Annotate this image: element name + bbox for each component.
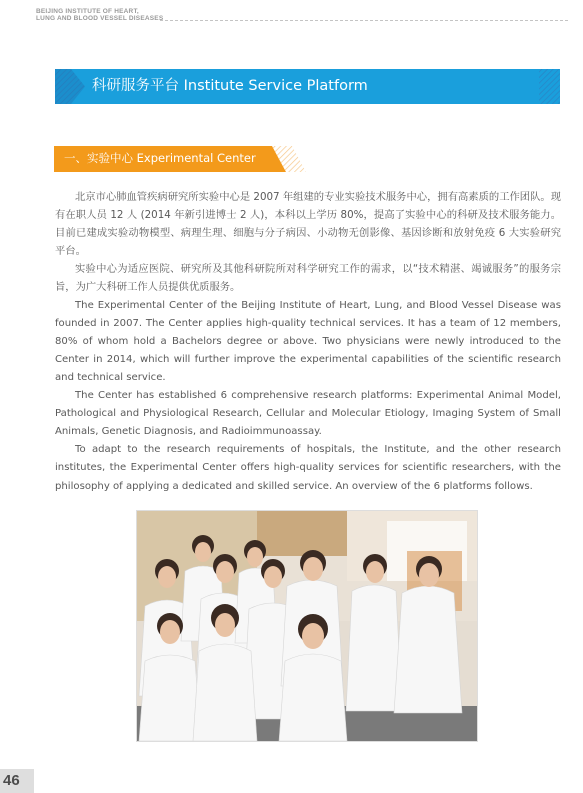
paragraph-cn-1: 北京市心肺血管疾病研究所实验中心是 2007 年组建的专业实验技术服务中心，拥有高素质的工作团队。现有在职人员 12 人 (2014 年新引进博士 2 人)，本科以上学历 80%，提高了实验中心的科研及技术服务能力。目前已建成实验动物模型、病理生理、细胞与分子病因、小动物无创影像、基因诊断和放射免疫 6 大实验研究平台。 bbox=[55, 191, 561, 258]
paragraph-en-2: The Center has established 6 comprehensive research platforms: Experimental Animal Model, Pathological and Physiological Research, Cellular and Molecular Etiology, Imaging System of Small Animals, Genetic Diagnosis, and Radioimmunoassay. bbox=[55, 390, 561, 438]
section-title: 一、实验中心 Experimental Center bbox=[64, 151, 256, 165]
team-photo bbox=[136, 510, 478, 742]
page-number: 46 bbox=[3, 772, 20, 789]
team-photo-image bbox=[137, 511, 477, 741]
paragraph-en-1: The Experimental Center of the Beijing Institute of Heart, Lung, and Blood Vessel Disease was founded in 2007. The Center applies high-quality technical services. It has a team of 12 members, 80% of whom hold a Bachelors degree or above. Two physicians were newly introduced to the Center in 2014, which will further improve the experimental capabilities of the scientific research and technical service. bbox=[55, 299, 561, 383]
institute-name-line2: LUNG AND BLOOD VESSEL DISEASES bbox=[36, 15, 164, 22]
article-body bbox=[55, 188, 561, 496]
paragraph-en-3: To adapt to the research requirements of hospitals, the Institute, and the other research institutes, the Experimental Center offers high-quality services for scientific researchers, with the philosophy of applying a dedicated and skilled service. An overview of the 6 platforms follows. bbox=[55, 444, 561, 492]
institute-name bbox=[36, 8, 163, 22]
chapter-banner bbox=[55, 69, 560, 104]
page-number-box bbox=[0, 769, 34, 793]
paragraph-cn-2: 实验中心为适应医院、研究所及其他科研院所对科学研究工作的需求，以“技术精湛、竭诚服务”的服务宗旨，为广大科研工作人员提供优质服务。 bbox=[55, 263, 561, 294]
section-heading bbox=[54, 146, 308, 172]
header-divider bbox=[160, 20, 568, 21]
institute-name-line1: BEIJING INSTITUTE OF HEART, bbox=[36, 8, 139, 15]
chapter-title: 科研服务平台 Institute Service Platform bbox=[92, 78, 368, 94]
